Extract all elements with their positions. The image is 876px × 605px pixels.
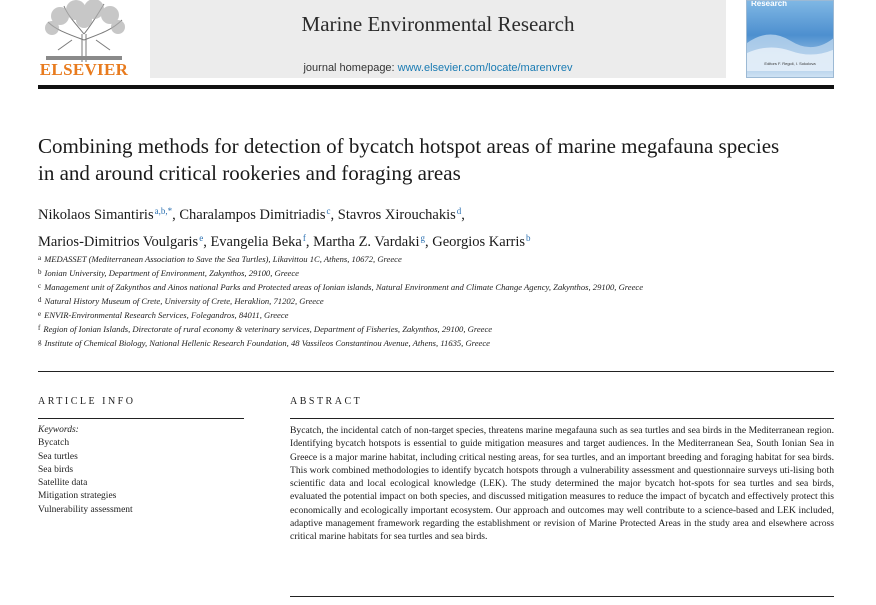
author-affiliation-link[interactable]: f	[302, 233, 306, 243]
author-list	[38, 200, 818, 254]
abstract-heading: ABSTRACT	[290, 396, 363, 407]
abstract-text: Bycatch, the incidental catch of non-target species, threatens marine megafauna such as sea turtles and sea birds in the Mediterranean region. Identifying bycatch hotspots is essential to guide mitigation measures and target audiences. In the Mediterranean Sea, South Ionian Sea in Greece is a major marine habitat, including critical nesting areas, for sea turtles, and an important breeding and foraging habitat for sea birds. This work combined methodologies to identify bycatch hotspots through a vulnerability assessment and questionnaire surveys uti-lising both scientific data and local ecological knowledge (LEK). The study determined the major bycatch hot-spots for sea turtles and sea birds, evaluated the potential impact on both species, and discussed mitigation measures to reduce the impact of bycatch and effectively protect this economically and ecologically important ecosystem. Our approach and outcomes may well contribute to a science-based and LEK included, adaptive management framework regarding the establishment or revision of Marine Protected Areas in the study area and elsewhere across critical marine habitats for sea turtles and sea birds.	[290, 425, 834, 543]
author-separator: ,	[425, 234, 433, 250]
journal-cover-thumbnail[interactable]	[746, 0, 834, 78]
author-separator: ,	[461, 207, 465, 223]
homepage-label: journal homepage:	[303, 62, 395, 74]
affiliation-text: Ionian University, Department of Environment, Zakynthos, 29100, Greece	[44, 268, 300, 278]
keyword-item[interactable]: Sea birds	[38, 464, 74, 475]
author-name[interactable]: Marios-Dimitrios Voulgaris	[38, 234, 199, 250]
keywords-label: Keywords:	[38, 425, 79, 435]
author-separator: ,	[172, 207, 180, 223]
affiliation-mark: f	[38, 324, 41, 332]
article-info-divider	[38, 418, 244, 419]
author-affiliation-link[interactable]: c	[326, 206, 331, 216]
affiliation-item	[38, 266, 728, 280]
author-name[interactable]: Stavros Xirouchakis	[337, 207, 456, 223]
header-divider	[38, 85, 834, 89]
affiliation-mark: c	[38, 282, 42, 290]
affiliation-text: Management unit of Zakynthos and Ainos national Parks and Protected areas of Ionian islands, Natural Environment and Climate Change Agency, Zakynthos, 29100, Greece	[44, 282, 644, 292]
author-affiliation-link[interactable]: d	[456, 206, 462, 216]
author-affiliation-link[interactable]: b	[526, 233, 531, 243]
author-name[interactable]: Georgios Karris	[432, 234, 526, 250]
affiliation-item	[38, 308, 728, 322]
cover-editors: Editors F. Regoli, I. Sokolova	[764, 61, 816, 66]
affiliation-item	[38, 322, 728, 336]
affiliation-item	[38, 252, 728, 266]
journal-banner	[150, 0, 726, 78]
author-affiliation-link[interactable]: g	[420, 233, 426, 243]
keyword-item[interactable]: Vulnerability assessment	[38, 504, 133, 515]
affiliation-mark: e	[38, 310, 42, 318]
affiliation-item	[38, 294, 728, 308]
affiliation-text: MEDASSET (Mediterranean Association to Save the Sea Turtles), Likavittou 1C, Athens, 10672, Greece	[44, 254, 402, 264]
author-name[interactable]: Charalampos Dimitriadis	[179, 207, 326, 223]
author-name[interactable]: Martha Z. Vardaki	[313, 234, 420, 250]
keyword-item[interactable]: Sea turtles	[38, 451, 78, 462]
keyword-item[interactable]: Satellite data	[38, 478, 88, 489]
affiliation-text: Institute of Chemical Biology, National Hellenic Research Foundation, 48 Vassileos Constantinou Avenue, Athens, 11635, Greece	[44, 338, 490, 348]
keywords-block	[38, 424, 244, 517]
affiliation-text: ENVIR-Environmental Research Services, Folegandros, 84011, Greece	[44, 310, 289, 320]
abstract-bottom-divider	[290, 596, 834, 597]
author-separator: ,	[203, 234, 211, 250]
affiliation-mark: b	[38, 268, 42, 276]
keyword-item[interactable]: Bycatch	[38, 438, 70, 449]
publisher-name[interactable]: ELSEVIER	[39, 60, 129, 79]
author-affiliation-link[interactable]: a,b,*	[154, 206, 173, 216]
article-title: Combining methods for detection of bycatch hotspot areas of marine megafauna species in and around critical rookeries and foraging areas	[38, 134, 780, 185]
affiliation-list	[38, 252, 728, 350]
affiliation-item	[38, 280, 728, 294]
section-divider	[38, 371, 834, 372]
author-separator: ,	[305, 234, 314, 250]
affiliation-text: Natural History Museum of Crete, University of Crete, Heraklion, 71202, Greece	[44, 296, 324, 306]
affiliation-text: Region of Ionian Islands, Directorate of rural economy & veterinary services, Department of Fisheries, Zakynthos, 29100, Greece	[43, 324, 493, 334]
affiliation-mark: a	[38, 254, 42, 262]
cover-word: Research	[751, 0, 788, 8]
author-separator: ,	[330, 207, 338, 223]
affiliation-mark: d	[38, 296, 42, 304]
keywords-list	[38, 437, 244, 517]
author-affiliation-link[interactable]: e	[199, 233, 204, 243]
journal-homepage	[150, 62, 726, 74]
abstract-divider	[290, 418, 834, 419]
author-name[interactable]: Nikolaos Simantiris	[38, 207, 154, 223]
keyword-item[interactable]: Mitigation strategies	[38, 491, 117, 502]
affiliation-mark: g	[38, 338, 42, 346]
homepage-link[interactable]: www.elsevier.com/locate/marenvrev	[397, 62, 573, 74]
author-name[interactable]: Evangelia Beka	[210, 234, 302, 250]
affiliation-item	[38, 336, 728, 350]
article-info-heading: ARTICLE INFO	[38, 396, 136, 407]
journal-title[interactable]: Marine Environmental Research	[301, 12, 575, 36]
